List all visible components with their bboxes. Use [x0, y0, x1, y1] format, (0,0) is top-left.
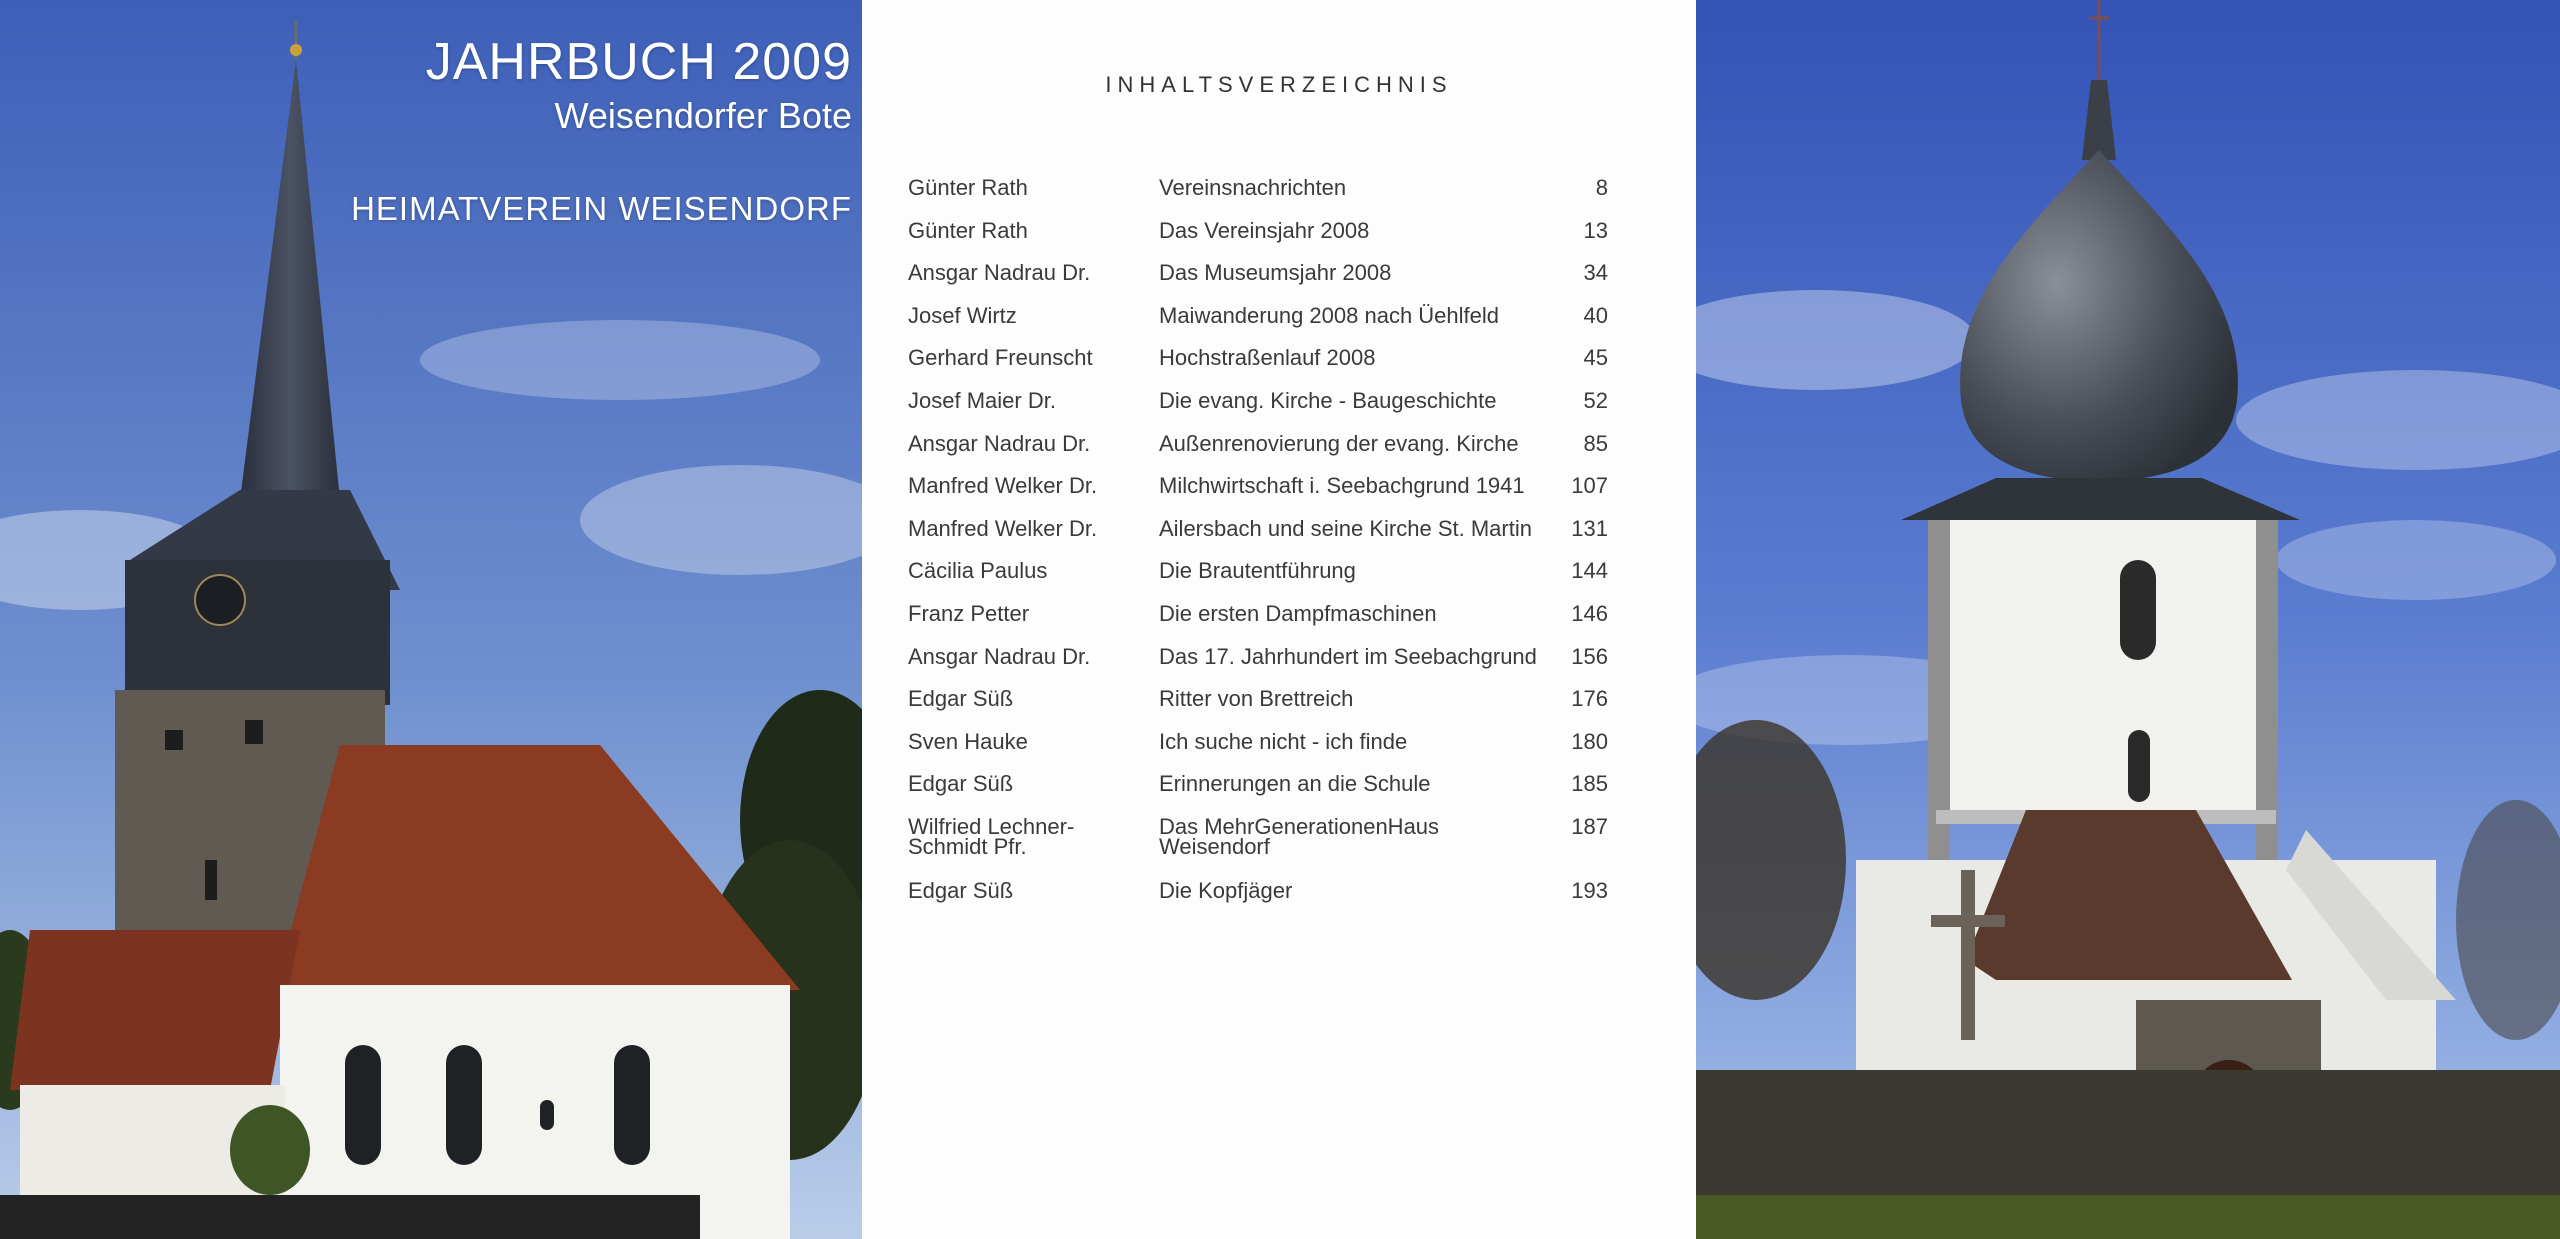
toc-list — [908, 175, 1608, 924]
toc-entry-page: 52 — [1583, 387, 1608, 413]
toc-entry — [908, 217, 1608, 264]
toc-entry-page: 156 — [1571, 643, 1608, 669]
back-cover — [1696, 0, 2560, 1239]
cover-publisher: HEIMATVEREIN WEISENDORF — [351, 190, 852, 227]
toc-entry — [908, 473, 1608, 519]
church-photo-left — [0, 0, 862, 1239]
toc-entry-author: Günter Rath — [908, 175, 1028, 200]
toc-entry-page: 176 — [1571, 686, 1608, 712]
toc-entry-title: Das Museumsjahr 2008 — [1159, 260, 1392, 286]
toc-entry — [908, 260, 1608, 306]
church-photo-right — [1696, 0, 2560, 1239]
toc-entry-title: Erinnerungen an die Schule — [1159, 771, 1431, 797]
toc-entry-author: Ansgar Nadrau Dr. — [908, 260, 1091, 286]
toc-entry-author: Ansgar Nadrau Dr. — [908, 430, 1091, 456]
toc-entry — [908, 813, 1608, 881]
toc-entry-page: 45 — [1583, 345, 1608, 371]
toc-entry-title: Das MehrGenerationenHaus Weisendorf — [1159, 813, 1440, 859]
toc-entry-page: 107 — [1571, 473, 1608, 499]
toc-entry-title: Hochstraßenlauf 2008 — [1159, 345, 1376, 371]
toc-entry-title: Das Vereinsjahr 2008 — [1159, 217, 1370, 243]
toc-entry — [908, 345, 1608, 391]
toc-entry-author: Edgar Süß — [908, 771, 1014, 797]
toc-entry-title: Ritter von Brettreich — [1159, 686, 1354, 712]
toc-entry-author: Cäcilia Paulus — [908, 558, 1048, 584]
toc-entry-page: 187 — [1571, 813, 1608, 839]
toc-entry-title: Die ersten Dampfmaschinen — [1159, 600, 1437, 626]
toc-entry-author: Edgar Süß — [908, 686, 1014, 712]
toc-entry-author: Josef Wirtz — [908, 302, 1017, 328]
toc-entry-page: 193 — [1571, 877, 1608, 903]
toc-entry — [908, 643, 1608, 690]
toc-entry — [908, 175, 1608, 221]
toc-entry-author: Ansgar Nadrau Dr. — [908, 643, 1091, 669]
toc-entry — [908, 558, 1608, 604]
toc-entry-page: 85 — [1583, 430, 1608, 456]
toc-entry — [908, 686, 1608, 732]
cover-subtitle: Weisendorfer Bote — [554, 95, 852, 136]
toc-entry-author: Wilfried Lechner- Schmidt Pfr. — [908, 813, 1075, 859]
toc-entry — [908, 771, 1608, 817]
table-of-contents-page — [862, 0, 1696, 1239]
toc-entry-page: 34 — [1583, 260, 1608, 286]
toc-entry-page: 8 — [1595, 175, 1608, 200]
toc-entry-author: Günter Rath — [908, 217, 1028, 243]
toc-entry-title: Außenrenovierung der evang. Kirche — [1159, 430, 1519, 456]
toc-entry — [908, 728, 1608, 775]
toc-entry-title: Vereinsnachrichten — [1159, 175, 1347, 200]
toc-entry-title: Ich suche nicht - ich finde — [1159, 728, 1408, 754]
toc-entry-title: Die evang. Kirche - Baugeschichte — [1159, 387, 1497, 413]
toc-entry-author: Manfred Welker Dr. — [908, 515, 1098, 541]
toc-entry-title: Ailersbach und seine Kirche St. Martin — [1159, 515, 1532, 541]
toc-entry-page: 40 — [1583, 302, 1608, 328]
toc-entry — [908, 877, 1608, 924]
front-cover — [0, 0, 862, 1239]
toc-entry — [908, 600, 1608, 647]
toc-entry-author: Gerhard Freunscht — [908, 345, 1093, 371]
toc-entry-title: Das 17. Jahrhundert im Seebachgrund — [1159, 643, 1537, 669]
toc-entry-title: Die Brautentführung — [1159, 558, 1356, 584]
toc-entry-author: Sven Hauke — [908, 728, 1028, 754]
toc-entry-page: 13 — [1583, 217, 1608, 243]
toc-entry-title: Milchwirtschaft i. Seebachgrund 1941 — [1159, 473, 1525, 499]
toc-entry — [908, 302, 1608, 349]
toc-entry-title: Maiwanderung 2008 nach Üehlfeld — [1159, 302, 1500, 328]
toc-entry-page: 131 — [1571, 515, 1608, 541]
toc-entry-page: 180 — [1571, 728, 1608, 754]
toc-entry-title: Die Kopfjäger — [1159, 877, 1293, 903]
toc-entry — [908, 387, 1608, 434]
cover-title: JAHRBUCH 2009 — [425, 33, 852, 91]
toc-entry — [908, 430, 1608, 477]
toc-entry-author: Franz Petter — [908, 600, 1030, 626]
toc-entry — [908, 515, 1608, 562]
toc-entry-author: Josef Maier Dr. — [908, 387, 1056, 413]
toc-heading: INHALTSVERZEICHNIS — [1105, 72, 1453, 97]
toc-entry-page: 144 — [1571, 558, 1608, 584]
toc-entry-page: 146 — [1571, 600, 1608, 626]
toc-entry-author: Edgar Süß — [908, 877, 1014, 903]
toc-entry-author: Manfred Welker Dr. — [908, 473, 1098, 499]
toc-entry-page: 185 — [1571, 771, 1608, 797]
